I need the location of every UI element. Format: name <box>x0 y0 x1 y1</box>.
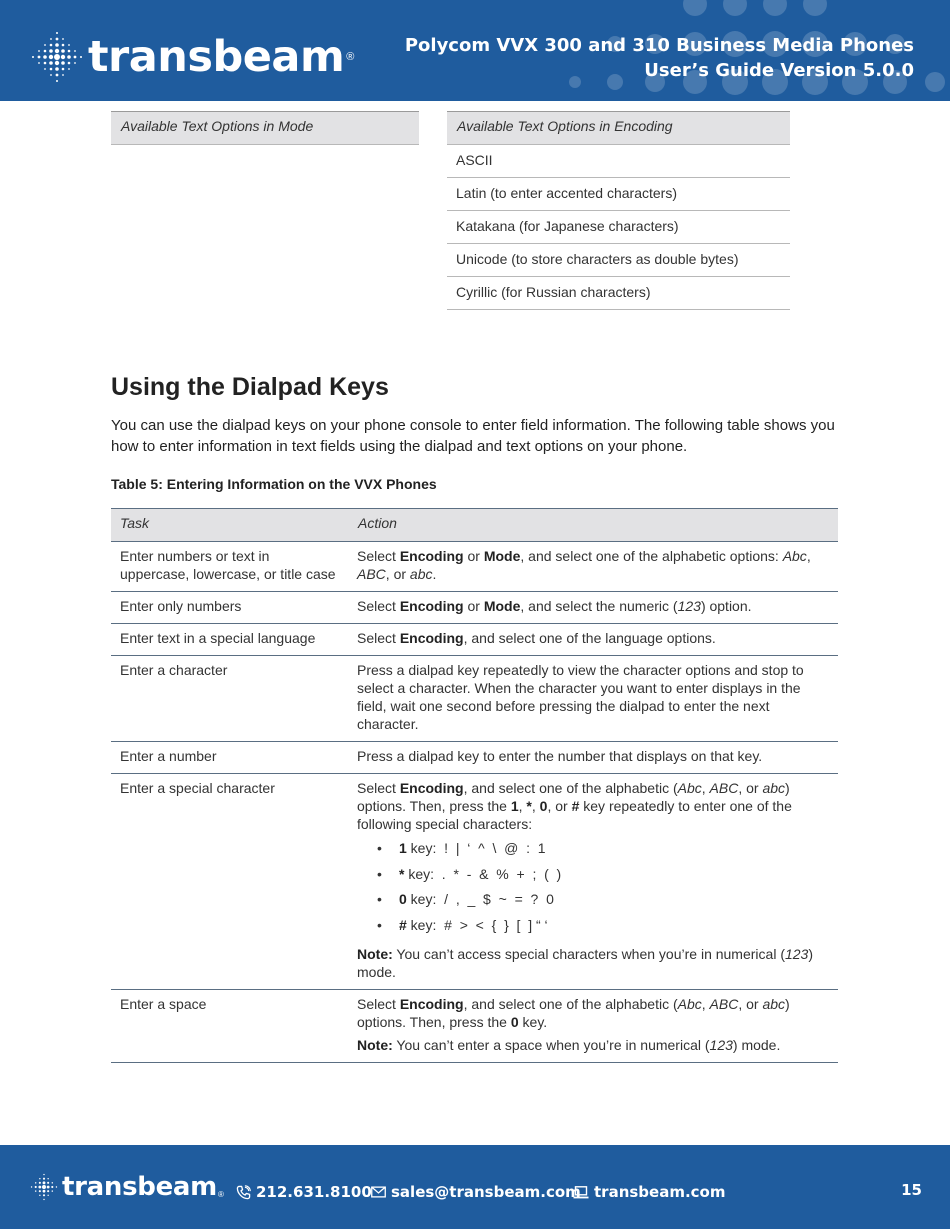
note: Note: You can’t access special characters when you’re in numerical (123) mode. <box>357 946 814 980</box>
brand-name: transbeam <box>88 31 345 82</box>
table-row <box>111 656 838 742</box>
encoding-options-column <box>447 111 790 310</box>
action-cell: Select Encoding, and select one of the alphabetic (Abc, ABC, or abc) options. Then, press the 0 key. Note: You can’t enter a space when you’re in numerical (123) mode. <box>349 990 838 1062</box>
table-row <box>111 990 838 1063</box>
brand-logo <box>30 30 354 84</box>
footer-brand-logo <box>28 1171 224 1203</box>
action-cell: Press a dialpad key to enter the number that displays on that key. <box>357 748 763 764</box>
action-cell: Select Encoding or Mode, and select the numeric (123) option. <box>357 598 752 614</box>
list-item: • * key: . * - & % + ; ( ) <box>377 865 562 882</box>
encoding-option: ASCII <box>447 145 790 178</box>
bullet-icon: • <box>377 865 382 882</box>
note: Note: You can’t enter a space when you’re in numerical (123) mode. <box>357 1037 781 1053</box>
task-cell: Enter text in a special language <box>120 630 316 646</box>
header-banner <box>0 0 950 101</box>
table-row <box>111 624 838 656</box>
list-item: • 1 key: ! | ‘ ^ \ @ : 1 <box>377 840 546 856</box>
table-header-row <box>111 508 838 542</box>
task-cell: Enter a number <box>120 748 217 764</box>
bullet-icon: • <box>377 891 382 907</box>
document-title <box>405 33 914 83</box>
action-cell: Select Encoding or Mode, and select one of the alphabetic options: Abc, ABC, or abc. <box>357 548 811 582</box>
encoding-options-header: Available Text Options in Encoding <box>447 111 790 145</box>
registered-mark-icon: ® <box>346 51 355 63</box>
footer-banner <box>0 1145 950 1229</box>
table-caption: Table 5: Entering Information on the VVX Phones <box>111 476 437 492</box>
action-cell: Press a dialpad key repeatedly to view the character options and stop to select a character. When the character you want to enter displays in the field, wait one second before pressing the dialpad to enter the next character. <box>357 662 804 732</box>
section-title: Using the Dialpad Keys <box>111 373 389 401</box>
document-title-line1: Polycom VVX 300 and 310 Business Media Phones <box>404 35 914 56</box>
special-character-list <box>357 839 829 941</box>
table-row <box>111 742 838 774</box>
laptop-icon <box>573 1186 589 1199</box>
task-cell: Enter a space <box>120 996 207 1012</box>
task-cell: Enter a character <box>120 662 228 678</box>
encoding-option: Unicode (to store characters as double bytes) <box>447 244 790 277</box>
encoding-option: Latin (to enter accented characters) <box>447 178 790 211</box>
bullet-icon: • <box>377 916 382 933</box>
section-intro: You can use the dialpad keys on your phone console to enter field information. The following table shows you how to enter information in text fields using the dialpad and text options on your phone. <box>111 417 835 455</box>
encoding-option: Cyrillic (for Russian characters) <box>447 277 790 310</box>
task-cell: Enter a special character <box>120 780 275 796</box>
table-row <box>111 774 838 990</box>
phone-icon <box>236 1185 251 1200</box>
task-cell: Enter numbers or text in uppercase, lowercase, or title case <box>120 548 336 582</box>
mode-options-column <box>111 111 419 145</box>
list-item: • # key: # > < { } [ ] “ ‘ <box>377 916 548 933</box>
footer-website[interactable] <box>573 1183 725 1201</box>
bullet-icon: • <box>377 840 382 856</box>
phone-number: 212.631.8100 <box>256 1183 372 1201</box>
mode-options-header: Available Text Options in Mode <box>111 111 419 145</box>
table-row <box>111 542 838 592</box>
task-header: Task <box>120 515 150 531</box>
website-url: transbeam.com <box>594 1183 726 1201</box>
action-cell: Select Encoding, and select one of the language options. <box>357 630 716 646</box>
starburst-icon <box>30 30 84 84</box>
footer-brand-name: transbeam <box>62 1172 217 1202</box>
page-number: 15 <box>901 1181 922 1199</box>
task-cell: Enter only numbers <box>120 598 242 614</box>
footer-phone[interactable] <box>236 1183 372 1201</box>
envelope-icon <box>371 1186 386 1198</box>
starburst-icon <box>28 1171 60 1203</box>
action-header: Action <box>358 515 397 531</box>
document-title-line2: User’s Guide Version 5.0.0 <box>644 60 914 81</box>
footer-email[interactable] <box>371 1183 581 1201</box>
table-row <box>111 592 838 624</box>
email-address: sales@transbeam.com <box>391 1183 581 1201</box>
list-item: • 0 key: / , _ $ ~ = ? 0 <box>377 891 554 907</box>
dialpad-table <box>111 508 838 1063</box>
action-cell: Select Encoding, and select one of the alphabetic (Abc, ABC, or abc) options. Then, press the 1, *, 0, or # key repeatedly to enter one of the following special characters: • 1 key: ! | ‘ ^ \ @ : 1 • * key: . * - & % + ; ( ) • 0 key: / , _ $ ~ = ? 0 • # key: # > < { } [ ] “ ‘ Note: You can’t access special characters when you’re in numerical (123) mode. <box>349 774 838 989</box>
encoding-option: Katakana (for Japanese characters) <box>447 211 790 244</box>
registered-mark-icon: ® <box>217 1190 224 1199</box>
